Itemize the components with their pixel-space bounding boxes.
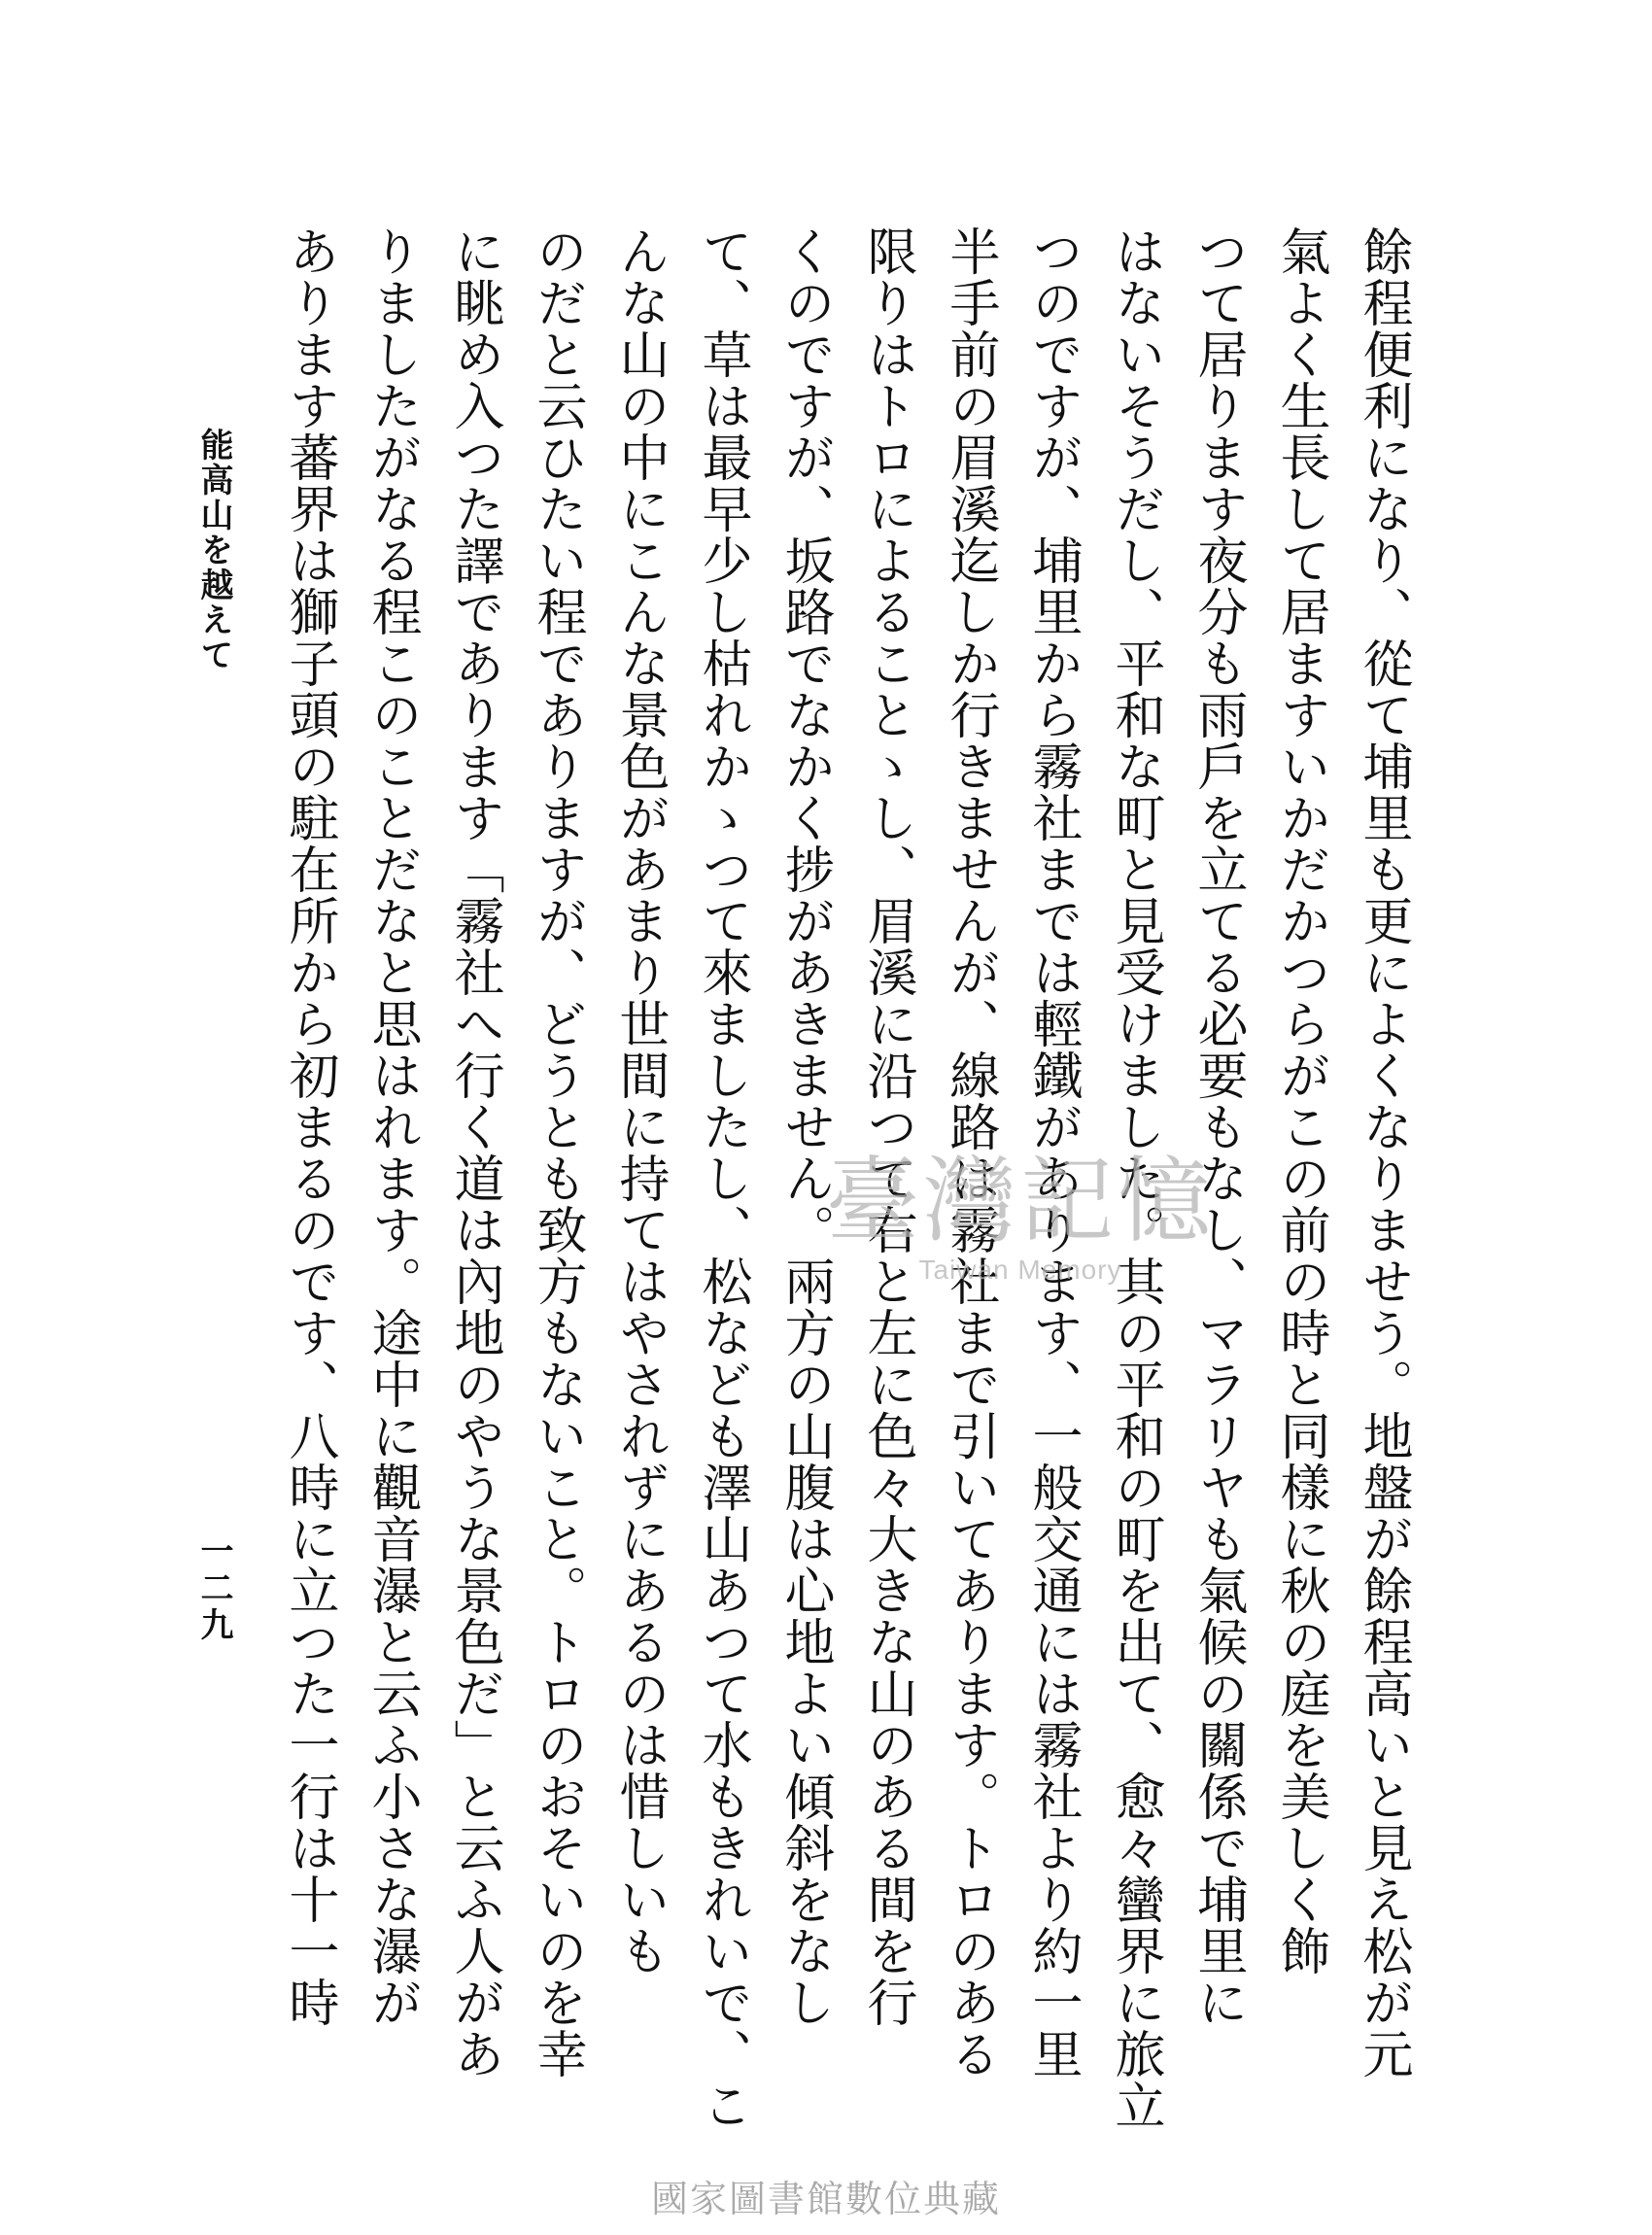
running-title: 能高山を越えて [194, 428, 233, 672]
text-column: つて居ります夜分も雨戶を立てる必要もなし、マラリヤも氣候の關係で埔里に [1188, 225, 1247, 2028]
text-column: くのですが、坂路でなかく捗があきません。兩方の山腹は心地よい傾斜をなし [775, 225, 834, 2028]
text-column: つのですが、埔里から霧社までは輕鐵があります、一般交通には霧社より約一里 [1023, 225, 1082, 2080]
text-column: のだと云ひたい程でありますが、どうとも致方もないこと。トロのおそいのを幸 [528, 225, 586, 2080]
text-column: 限りはトロによることゝし、眉溪に沿つて右と左に色々大きな山のある間を行 [858, 225, 916, 2028]
watermark-main-text: 臺灣記憶 [826, 1147, 1215, 1255]
text-column: て、草は最早少し枯れかゝつて來ましたし、松なども澤山あつて水もきれいで、こ [693, 225, 751, 2131]
text-column: んな山の中にこんな景色があまり世間に持てはやされずにあるのは惜しいも [610, 225, 669, 1977]
page-number: 一二九 [194, 1533, 233, 1644]
text-column: 氣よく生長して居ますいかだかつらがこの前の時と同樣に秋の庭を美しく飾 [1271, 225, 1329, 1977]
text-column: 餘程便利になり、從て埔里も更によくなりませう。地盤が餘程高いと見え松が元 [1354, 225, 1412, 2080]
text-column: 半手前の眉溪迄しか行きませんが、線路は霧社まで引いてあります。トロのある [941, 225, 999, 2080]
text-column: はないそうだし、平和な町と見受けました。其の平和の町を出て、愈々蠻界に旅立 [1106, 225, 1164, 2131]
watermark-sub-text: Taiwan Memory [918, 1255, 1122, 1285]
text-column: あります蕃界は獅子頭の駐在所から初まるのです、八時に立つた一行は十一時 [280, 225, 338, 2028]
watermark-logo [826, 1127, 1215, 1286]
library-footer: 國家圖書館數位典藏 [650, 2178, 1001, 2220]
text-column: に眺め入つた譯であります「霧社へ行く道は內地のやうな景色だ」と云ふ人があ [445, 225, 503, 2080]
text-column: りましたがなる程このことだなと思はれます。途中に觀音瀑と云ふ小さな瀑が [362, 225, 421, 2028]
